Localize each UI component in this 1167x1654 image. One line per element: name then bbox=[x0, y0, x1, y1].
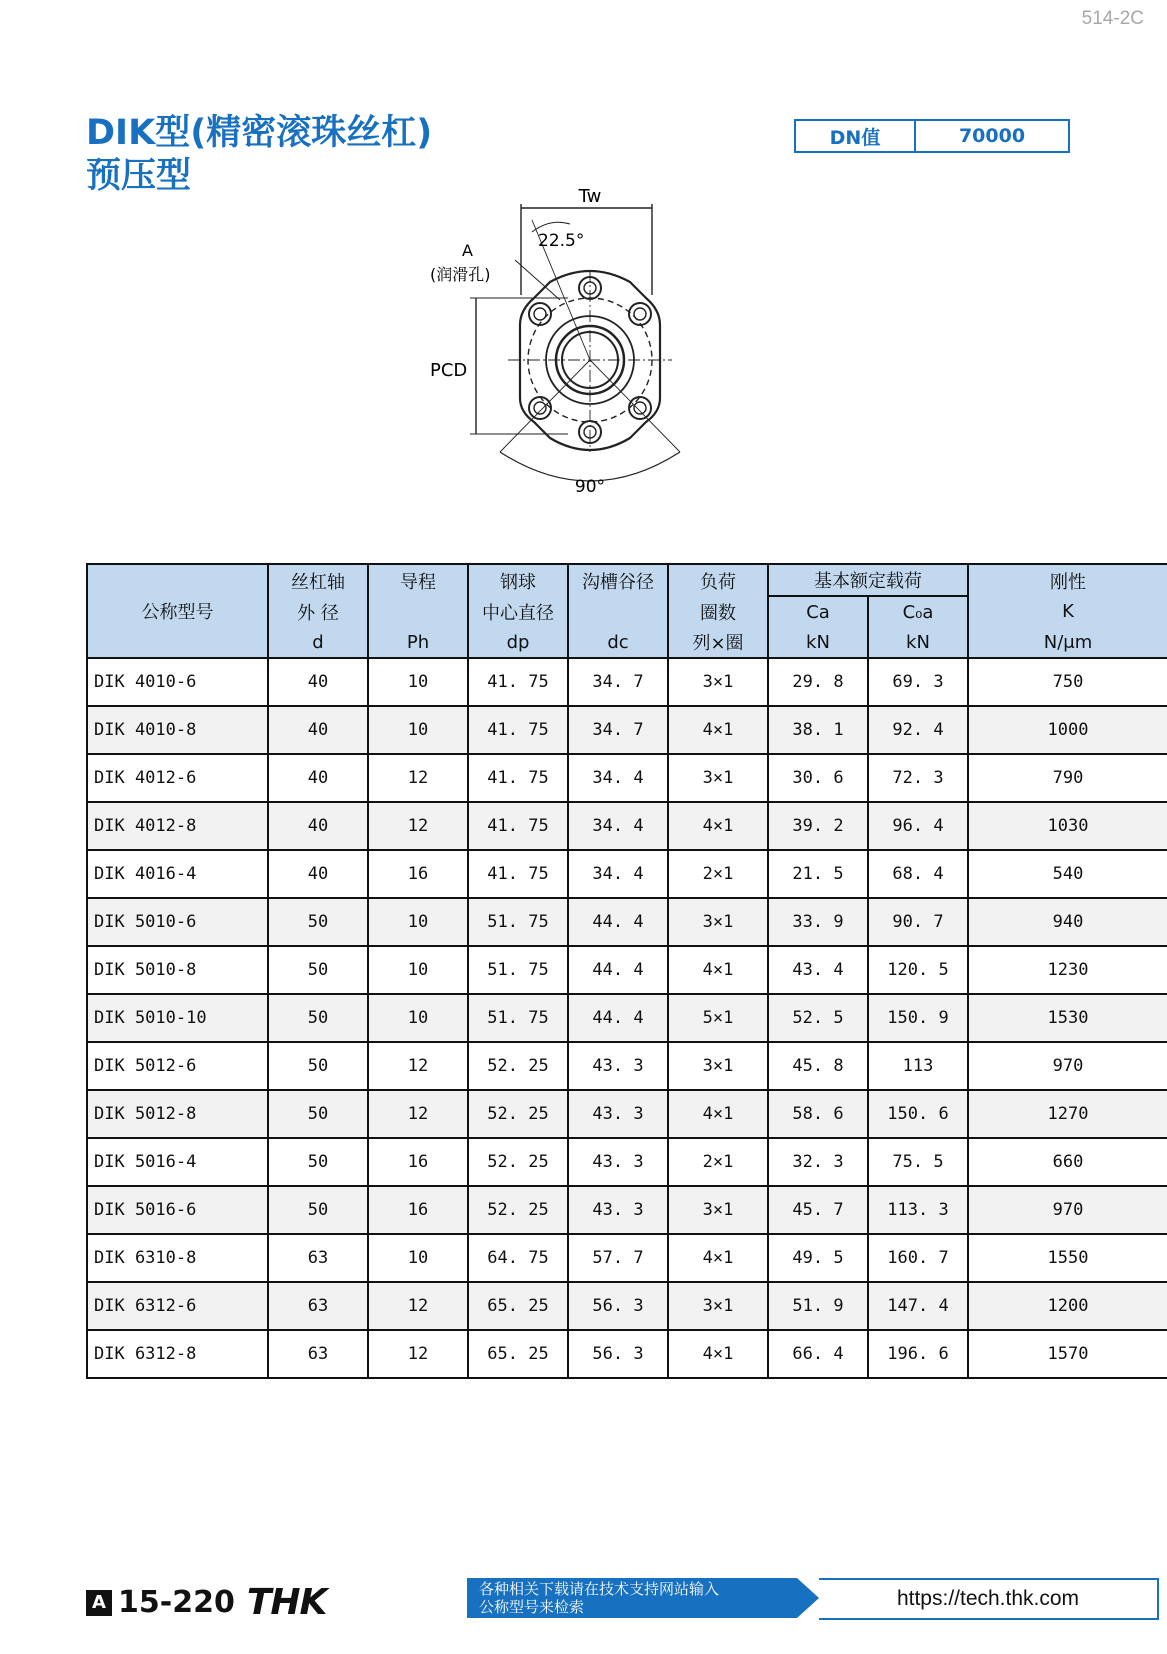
table-row bbox=[87, 898, 1167, 946]
cell-load-turns: 5×1 bbox=[668, 994, 768, 1042]
spec-table bbox=[86, 563, 1167, 1379]
cell-c0a: 68. 4 bbox=[868, 850, 968, 898]
cell-lead: 10 bbox=[368, 994, 468, 1042]
table-row bbox=[87, 658, 1167, 706]
cell-load-turns: 2×1 bbox=[668, 1138, 768, 1186]
cell-ca: 39. 2 bbox=[768, 802, 868, 850]
header-rigidity-1: 刚性 bbox=[968, 564, 1167, 596]
header-ca-2: Ca bbox=[768, 596, 868, 627]
cell-ca: 30. 6 bbox=[768, 754, 868, 802]
cell-c0a: 120. 5 bbox=[868, 946, 968, 994]
header-lead-3: Ph bbox=[368, 627, 468, 658]
cell-rigidity: 540 bbox=[968, 850, 1167, 898]
header-load-2: 圈数 bbox=[668, 596, 768, 627]
cell-load-turns: 3×1 bbox=[668, 658, 768, 706]
cell-lead: 10 bbox=[368, 946, 468, 994]
table-row bbox=[87, 1042, 1167, 1090]
table-row bbox=[87, 754, 1167, 802]
cell-shaft-d: 40 bbox=[268, 802, 368, 850]
cell-rigidity: 1200 bbox=[968, 1282, 1167, 1330]
cell-lead: 16 bbox=[368, 850, 468, 898]
footer bbox=[86, 1578, 1086, 1622]
cell-model: DIK 5010-8 bbox=[87, 946, 268, 994]
page-title bbox=[86, 112, 432, 198]
header-load-3: 列×圈 bbox=[668, 627, 768, 658]
cell-ball-dp: 52. 25 bbox=[468, 1042, 568, 1090]
cell-model: DIK 6312-8 bbox=[87, 1330, 268, 1378]
cell-shaft-d: 50 bbox=[268, 898, 368, 946]
table-row bbox=[87, 706, 1167, 754]
cell-ball-dp: 52. 25 bbox=[468, 1186, 568, 1234]
cell-model: DIK 5012-6 bbox=[87, 1042, 268, 1090]
cell-load-turns: 4×1 bbox=[668, 802, 768, 850]
dn-value: 70000 bbox=[958, 125, 1026, 147]
cell-c0a: 92. 4 bbox=[868, 706, 968, 754]
brand bbox=[86, 1582, 326, 1623]
cell-groove-dc: 43. 3 bbox=[568, 1090, 668, 1138]
search-note-line-2: 公称型号来检索 bbox=[479, 1598, 585, 1616]
cell-c0a: 147. 4 bbox=[868, 1282, 968, 1330]
cell-lead: 12 bbox=[368, 754, 468, 802]
cell-model: DIK 4012-8 bbox=[87, 802, 268, 850]
cell-groove-dc: 56. 3 bbox=[568, 1330, 668, 1378]
cell-ball-dp: 65. 25 bbox=[468, 1282, 568, 1330]
cell-lead: 12 bbox=[368, 1282, 468, 1330]
cell-ca: 45. 7 bbox=[768, 1186, 868, 1234]
title-line-2: 预压型 bbox=[86, 156, 192, 196]
spec-table-body bbox=[87, 658, 1167, 1378]
cell-load-turns: 4×1 bbox=[668, 1090, 768, 1138]
cell-ca: 21. 5 bbox=[768, 850, 868, 898]
a-label: A bbox=[462, 241, 473, 260]
cell-lead: 10 bbox=[368, 658, 468, 706]
cell-c0a: 72. 3 bbox=[868, 754, 968, 802]
header-groove-3: dc bbox=[568, 627, 668, 658]
header-groove-2 bbox=[568, 596, 668, 627]
cell-model: DIK 5012-8 bbox=[87, 1090, 268, 1138]
cell-ca: 51. 9 bbox=[768, 1282, 868, 1330]
header-ball-3: dp bbox=[468, 627, 568, 658]
dn-value-box bbox=[794, 119, 1070, 153]
page-number: 15-220 bbox=[118, 1585, 235, 1620]
cell-rigidity: 940 bbox=[968, 898, 1167, 946]
section-badge: A bbox=[86, 1590, 112, 1616]
spec-table-header bbox=[87, 564, 1167, 658]
cell-ball-dp: 51. 75 bbox=[468, 946, 568, 994]
cell-ball-dp: 51. 75 bbox=[468, 898, 568, 946]
header-ca-3: kN bbox=[768, 627, 868, 658]
cell-rigidity: 1030 bbox=[968, 802, 1167, 850]
cell-load-turns: 3×1 bbox=[668, 754, 768, 802]
cell-ball-dp: 41. 75 bbox=[468, 802, 568, 850]
cell-load-turns: 3×1 bbox=[668, 898, 768, 946]
cell-load-turns: 4×1 bbox=[668, 946, 768, 994]
cell-model: DIK 5010-10 bbox=[87, 994, 268, 1042]
page-code: 514-2C bbox=[1081, 8, 1144, 29]
cell-ca: 43. 4 bbox=[768, 946, 868, 994]
cell-groove-dc: 44. 4 bbox=[568, 994, 668, 1042]
header-groove-1: 沟槽谷径 bbox=[568, 564, 668, 596]
cell-rigidity: 970 bbox=[968, 1186, 1167, 1234]
cell-shaft-d: 40 bbox=[268, 658, 368, 706]
table-row bbox=[87, 802, 1167, 850]
cell-ca: 33. 9 bbox=[768, 898, 868, 946]
cell-groove-dc: 43. 3 bbox=[568, 1138, 668, 1186]
table-row bbox=[87, 994, 1167, 1042]
cell-shaft-d: 50 bbox=[268, 1042, 368, 1090]
cell-shaft-d: 63 bbox=[268, 1330, 368, 1378]
cell-c0a: 90. 7 bbox=[868, 898, 968, 946]
lube-hole-label: (润滑孔) bbox=[430, 265, 491, 284]
thk-logo: THK bbox=[246, 1582, 327, 1623]
cell-model: DIK 4010-6 bbox=[87, 658, 268, 706]
table-row bbox=[87, 850, 1167, 898]
cell-shaft-d: 40 bbox=[268, 754, 368, 802]
cell-lead: 10 bbox=[368, 1234, 468, 1282]
cell-load-turns: 3×1 bbox=[668, 1186, 768, 1234]
cell-rigidity: 790 bbox=[968, 754, 1167, 802]
header-rigidity-3: N/μm bbox=[968, 627, 1167, 658]
header-lead-2 bbox=[368, 596, 468, 627]
header-shaft-1: 丝杠轴 bbox=[268, 564, 368, 596]
cell-groove-dc: 43. 3 bbox=[568, 1186, 668, 1234]
cell-ca: 32. 3 bbox=[768, 1138, 868, 1186]
cell-c0a: 113 bbox=[868, 1042, 968, 1090]
cell-c0a: 75. 5 bbox=[868, 1138, 968, 1186]
cell-lead: 10 bbox=[368, 898, 468, 946]
nut-flange-drawing bbox=[430, 186, 740, 520]
cell-model: DIK 5010-6 bbox=[87, 898, 268, 946]
cell-groove-dc: 34. 7 bbox=[568, 658, 668, 706]
header-rigidity-2: K bbox=[968, 596, 1167, 627]
cell-c0a: 150. 9 bbox=[868, 994, 968, 1042]
table-row bbox=[87, 1138, 1167, 1186]
table-row bbox=[87, 1234, 1167, 1282]
header-model: 公称型号 bbox=[87, 564, 268, 658]
cell-ball-dp: 65. 25 bbox=[468, 1330, 568, 1378]
arrow-right-icon bbox=[797, 1578, 819, 1618]
cell-ca: 49. 5 bbox=[768, 1234, 868, 1282]
cell-groove-dc: 34. 4 bbox=[568, 754, 668, 802]
cell-c0a: 69. 3 bbox=[868, 658, 968, 706]
dn-label: DN值 bbox=[796, 121, 916, 151]
search-note bbox=[467, 1578, 797, 1618]
cell-shaft-d: 50 bbox=[268, 1186, 368, 1234]
header-load-1: 负荷 bbox=[668, 564, 768, 596]
cell-ca: 38. 1 bbox=[768, 706, 868, 754]
cell-load-turns: 4×1 bbox=[668, 1330, 768, 1378]
pcd-label: PCD bbox=[430, 360, 468, 381]
cell-ball-dp: 41. 75 bbox=[468, 850, 568, 898]
cell-ball-dp: 52. 25 bbox=[468, 1090, 568, 1138]
cell-load-turns: 3×1 bbox=[668, 1282, 768, 1330]
cell-groove-dc: 44. 4 bbox=[568, 898, 668, 946]
cell-c0a: 160. 7 bbox=[868, 1234, 968, 1282]
cell-load-turns: 4×1 bbox=[668, 1234, 768, 1282]
cell-groove-dc: 44. 4 bbox=[568, 946, 668, 994]
header-shaft-2: 外 径 bbox=[268, 596, 368, 627]
cell-groove-dc: 56. 3 bbox=[568, 1282, 668, 1330]
cell-groove-dc: 43. 3 bbox=[568, 1042, 668, 1090]
cell-shaft-d: 50 bbox=[268, 946, 368, 994]
cell-c0a: 150. 6 bbox=[868, 1090, 968, 1138]
cell-shaft-d: 63 bbox=[268, 1234, 368, 1282]
cell-model: DIK 5016-4 bbox=[87, 1138, 268, 1186]
angle-22-label: 22.5° bbox=[538, 231, 585, 251]
cell-lead: 12 bbox=[368, 802, 468, 850]
cell-lead: 10 bbox=[368, 706, 468, 754]
cell-lead: 16 bbox=[368, 1138, 468, 1186]
cell-c0a: 96. 4 bbox=[868, 802, 968, 850]
table-row bbox=[87, 1090, 1167, 1138]
cell-groove-dc: 34. 4 bbox=[568, 802, 668, 850]
cell-load-turns: 2×1 bbox=[668, 850, 768, 898]
cell-groove-dc: 34. 7 bbox=[568, 706, 668, 754]
cell-rigidity: 1270 bbox=[968, 1090, 1167, 1138]
cell-rigidity: 970 bbox=[968, 1042, 1167, 1090]
cell-model: DIK 4010-8 bbox=[87, 706, 268, 754]
cell-ca: 58. 6 bbox=[768, 1090, 868, 1138]
cell-ca: 29. 8 bbox=[768, 658, 868, 706]
table-row bbox=[87, 946, 1167, 994]
table-row bbox=[87, 1282, 1167, 1330]
cell-ball-dp: 41. 75 bbox=[468, 658, 568, 706]
cell-rigidity: 660 bbox=[968, 1138, 1167, 1186]
table-row bbox=[87, 1186, 1167, 1234]
cell-shaft-d: 63 bbox=[268, 1282, 368, 1330]
cell-ca: 52. 5 bbox=[768, 994, 868, 1042]
header-lead-1: 导程 bbox=[368, 564, 468, 596]
cell-rigidity: 1000 bbox=[968, 706, 1167, 754]
header-ball-1: 钢球 bbox=[468, 564, 568, 596]
cell-rigidity: 1570 bbox=[968, 1330, 1167, 1378]
cell-shaft-d: 50 bbox=[268, 994, 368, 1042]
header-rated-load: 基本额定载荷 bbox=[768, 564, 968, 596]
cell-lead: 16 bbox=[368, 1186, 468, 1234]
header-c0a-3: kN bbox=[868, 627, 968, 658]
header-c0a-2: C₀a bbox=[868, 596, 968, 627]
title-line-1: DIK型(精密滚珠丝杠) bbox=[86, 113, 433, 153]
cell-rigidity: 1550 bbox=[968, 1234, 1167, 1282]
cell-ball-dp: 51. 75 bbox=[468, 994, 568, 1042]
cell-ball-dp: 52. 25 bbox=[468, 1138, 568, 1186]
cell-model: DIK 4016-4 bbox=[87, 850, 268, 898]
cell-rigidity: 1230 bbox=[968, 946, 1167, 994]
tw-label: Tw bbox=[578, 186, 602, 207]
cell-shaft-d: 50 bbox=[268, 1138, 368, 1186]
cell-ca: 66. 4 bbox=[768, 1330, 868, 1378]
cell-groove-dc: 34. 4 bbox=[568, 850, 668, 898]
cell-ball-dp: 41. 75 bbox=[468, 754, 568, 802]
cell-shaft-d: 40 bbox=[268, 706, 368, 754]
cell-rigidity: 750 bbox=[968, 658, 1167, 706]
cell-shaft-d: 50 bbox=[268, 1090, 368, 1138]
cell-c0a: 113. 3 bbox=[868, 1186, 968, 1234]
header-ball-2: 中心直径 bbox=[468, 596, 568, 627]
cell-c0a: 196. 6 bbox=[868, 1330, 968, 1378]
cell-ball-dp: 41. 75 bbox=[468, 706, 568, 754]
cell-lead: 12 bbox=[368, 1330, 468, 1378]
cell-lead: 12 bbox=[368, 1090, 468, 1138]
support-url-link[interactable]: https://tech.thk.com bbox=[819, 1578, 1159, 1620]
cell-load-turns: 3×1 bbox=[668, 1042, 768, 1090]
cell-shaft-d: 40 bbox=[268, 850, 368, 898]
search-note-line-1: 各种相关下载请在技术支持网站输入 bbox=[479, 1580, 720, 1598]
header-shaft-3: d bbox=[268, 627, 368, 658]
cell-lead: 12 bbox=[368, 1042, 468, 1090]
angle-90-label: 90° bbox=[574, 477, 606, 497]
cell-groove-dc: 57. 7 bbox=[568, 1234, 668, 1282]
cell-load-turns: 4×1 bbox=[668, 706, 768, 754]
cell-model: DIK 4012-6 bbox=[87, 754, 268, 802]
cell-model: DIK 6310-8 bbox=[87, 1234, 268, 1282]
cell-ca: 45. 8 bbox=[768, 1042, 868, 1090]
cell-model: DIK 6312-6 bbox=[87, 1282, 268, 1330]
cell-model: DIK 5016-6 bbox=[87, 1186, 268, 1234]
cell-rigidity: 1530 bbox=[968, 994, 1167, 1042]
table-row bbox=[87, 1330, 1167, 1378]
cell-ball-dp: 64. 75 bbox=[468, 1234, 568, 1282]
